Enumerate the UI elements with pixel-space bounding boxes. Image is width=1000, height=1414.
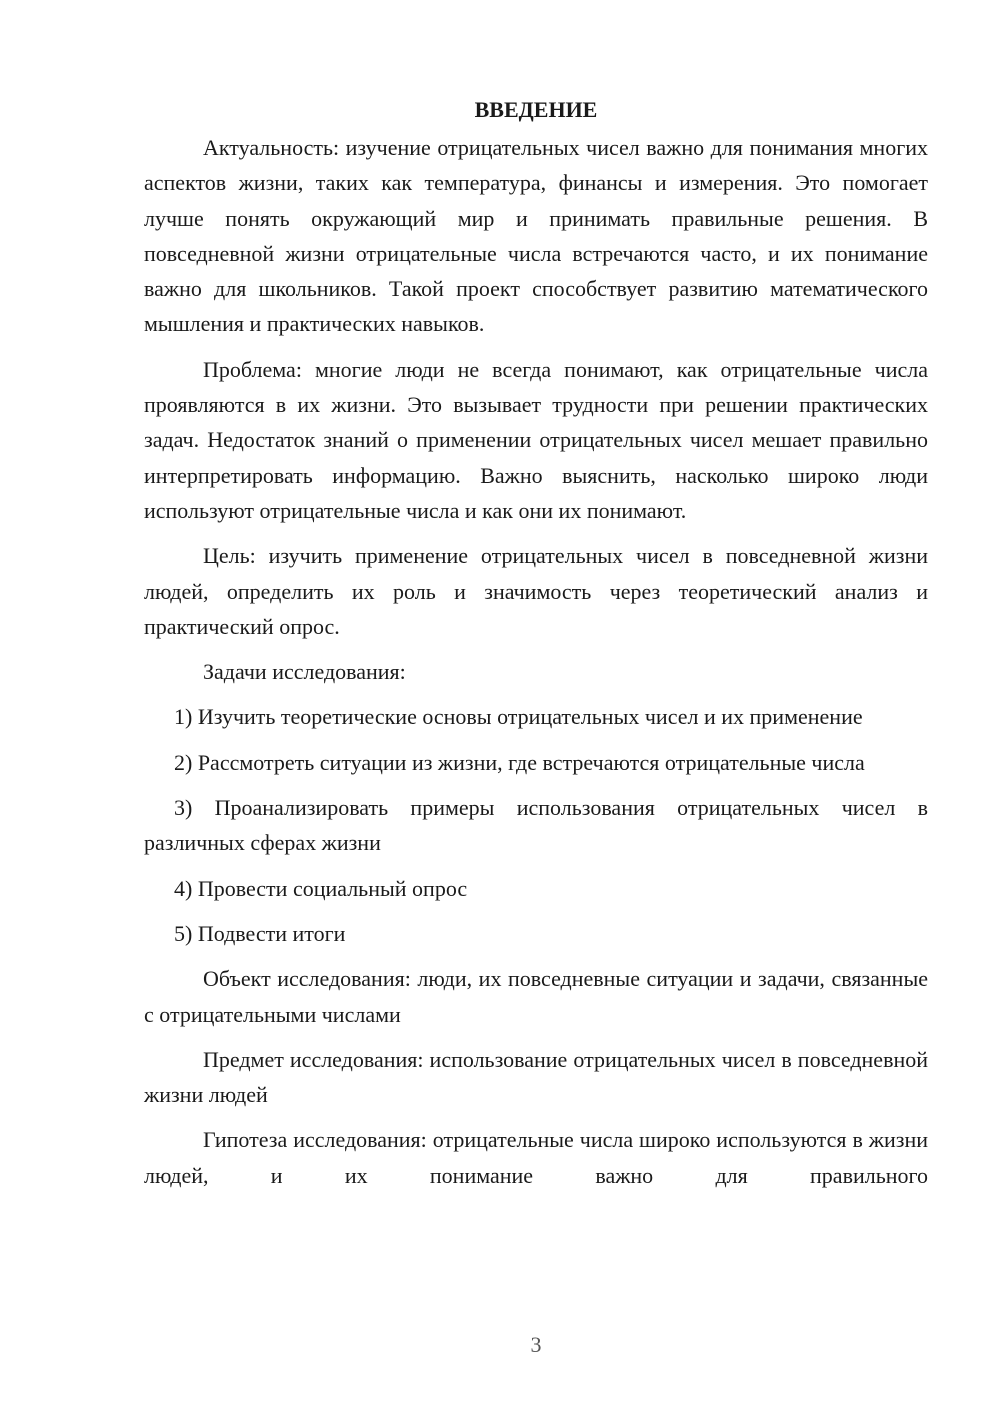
paragraph-goal: Цель: изучить применение отрицательных чисел в повседневной жизни людей, определить их роль и значимость через теоретический анализ и практический опрос. bbox=[144, 543, 928, 639]
paragraph-problem: Проблема: многие люди не всегда понимают, как отрицательные числа проявляются в их жизни. Это вызывает трудности при решении практических задач. Недостаток знаний о применении отрицательных чисел мешает правильно интерпретировать информацию. Важно выяснить, насколько широко люди используют отрицательные числа и как они их понимают. bbox=[144, 356, 928, 523]
task-item-2: 2) Рассмотреть ситуации из жизни, где встречаются отрицательные числа bbox=[174, 749, 865, 775]
page-number: 3 bbox=[530, 1332, 542, 1357]
task-item-1: 1) Изучить теоретические основы отрицательных чисел и их применение bbox=[174, 704, 863, 730]
paragraph-tasks-heading: Задачи исследования: bbox=[203, 659, 406, 685]
paragraph-object: Объект исследования: люди, их повседневные ситуации и задачи, связанные с отрицательными числами bbox=[144, 966, 928, 1027]
task-item-4: 4) Провести социальный опрос bbox=[174, 875, 468, 901]
document-page bbox=[144, 94, 928, 1203]
task-item-3: 3) Проанализировать примеры использования отрицательных чисел в различных сферах жизни bbox=[144, 795, 928, 856]
paragraph-hypothesis: Гипотеза исследования: отрицательные числа широко используются в жизни людей, и их понимание важно для правильного bbox=[144, 1127, 928, 1188]
page-title: ВВЕДЕНИЕ bbox=[474, 97, 598, 122]
paragraph-relevance: Актуальность: изучение отрицательных чисел важно для понимания многих аспектов жизни, таких как температура, финансы и измерения. Это помогает лучше понять окружающий мир и принимать правильные решения. В повседневной жизни отрицательные числа встречаются часто, и их понимание важно для школьников. Такой проект способствует развитию математического мышления и практических навыков. bbox=[144, 135, 928, 337]
task-item-5: 5) Подвести итоги bbox=[174, 920, 346, 946]
paragraph-subject: Предмет исследования: использование отрицательных чисел в повседневной жизни людей bbox=[144, 1046, 928, 1108]
